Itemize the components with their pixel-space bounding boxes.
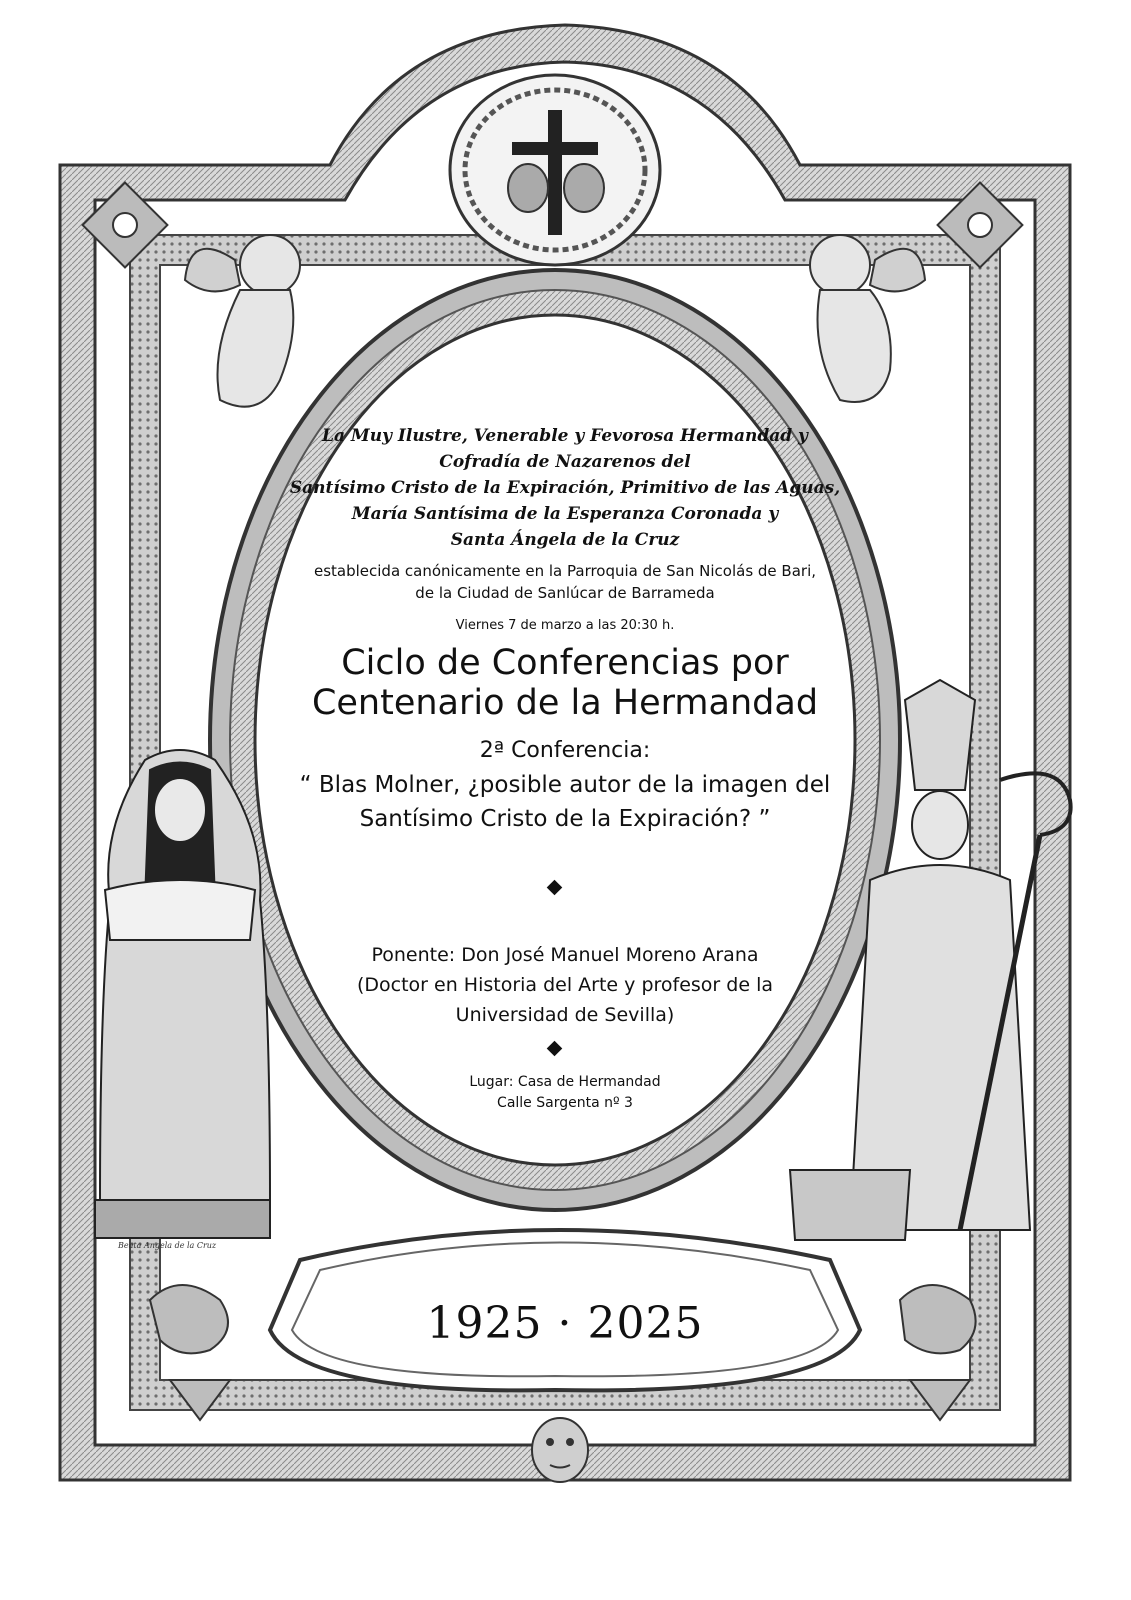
speaker-line: Universidad de Sevilla): [455, 1004, 675, 1026]
event-date: Viernes 7 de marzo a las 20:30 h.: [455, 618, 675, 633]
establishment-text: [250, 560, 880, 604]
conference-number: 2ª Conferencia:: [479, 738, 651, 763]
establishment-line: establecida canónicamente en la Parroquia de San Nicolás de Bari,: [313, 562, 817, 580]
centenary-years: 1925 · 2025: [426, 1298, 704, 1349]
heading-line: Santísimo Cristo de la Expiración, Primitivo de las Aguas,: [289, 478, 841, 498]
conference-info: [240, 734, 890, 836]
heading-line: Santa Ángela de la Cruz: [450, 530, 680, 550]
bottom-mascaron: [532, 1418, 588, 1482]
venue-info: [250, 1072, 880, 1114]
main-title-line: Centenario de la Hermandad: [311, 683, 819, 723]
heading-line: La Muy Ilustre, Venerable y Fevorosa Hermandad y: [322, 426, 808, 446]
main-title-line: Ciclo de Conferencias por: [341, 643, 789, 683]
statue-plaque: Beata Angela de la Cruz: [118, 1241, 217, 1250]
heading-line: María Santísima de la Esperanza Coronada y: [351, 504, 779, 524]
main-title: [250, 643, 880, 723]
conference-title-line: “ Blas Molner, ¿posible autor de la imagen del: [299, 772, 831, 798]
venue-line: Lugar: Casa de Hermandad: [469, 1074, 661, 1090]
cross-emblem-icon: [450, 75, 660, 265]
conference-title-line: Santísimo Cristo de la Expiración? ”: [359, 806, 771, 832]
establishment-line: de la Ciudad de Sanlúcar de Barrameda: [415, 584, 715, 602]
brotherhood-name: [250, 423, 880, 553]
speaker-info: [250, 940, 880, 1030]
cherub-left-icon: [185, 235, 300, 407]
cherub-right-icon: [810, 235, 925, 402]
speaker-line: Ponente: Don José Manuel Moreno Arana: [371, 944, 759, 966]
heading-line: Cofradía de Nazarenos del: [439, 452, 691, 472]
venue-line: Calle Sargenta nº 3: [497, 1095, 633, 1111]
speaker-line: (Doctor en Historia del Arte y profesor de la: [356, 974, 773, 996]
